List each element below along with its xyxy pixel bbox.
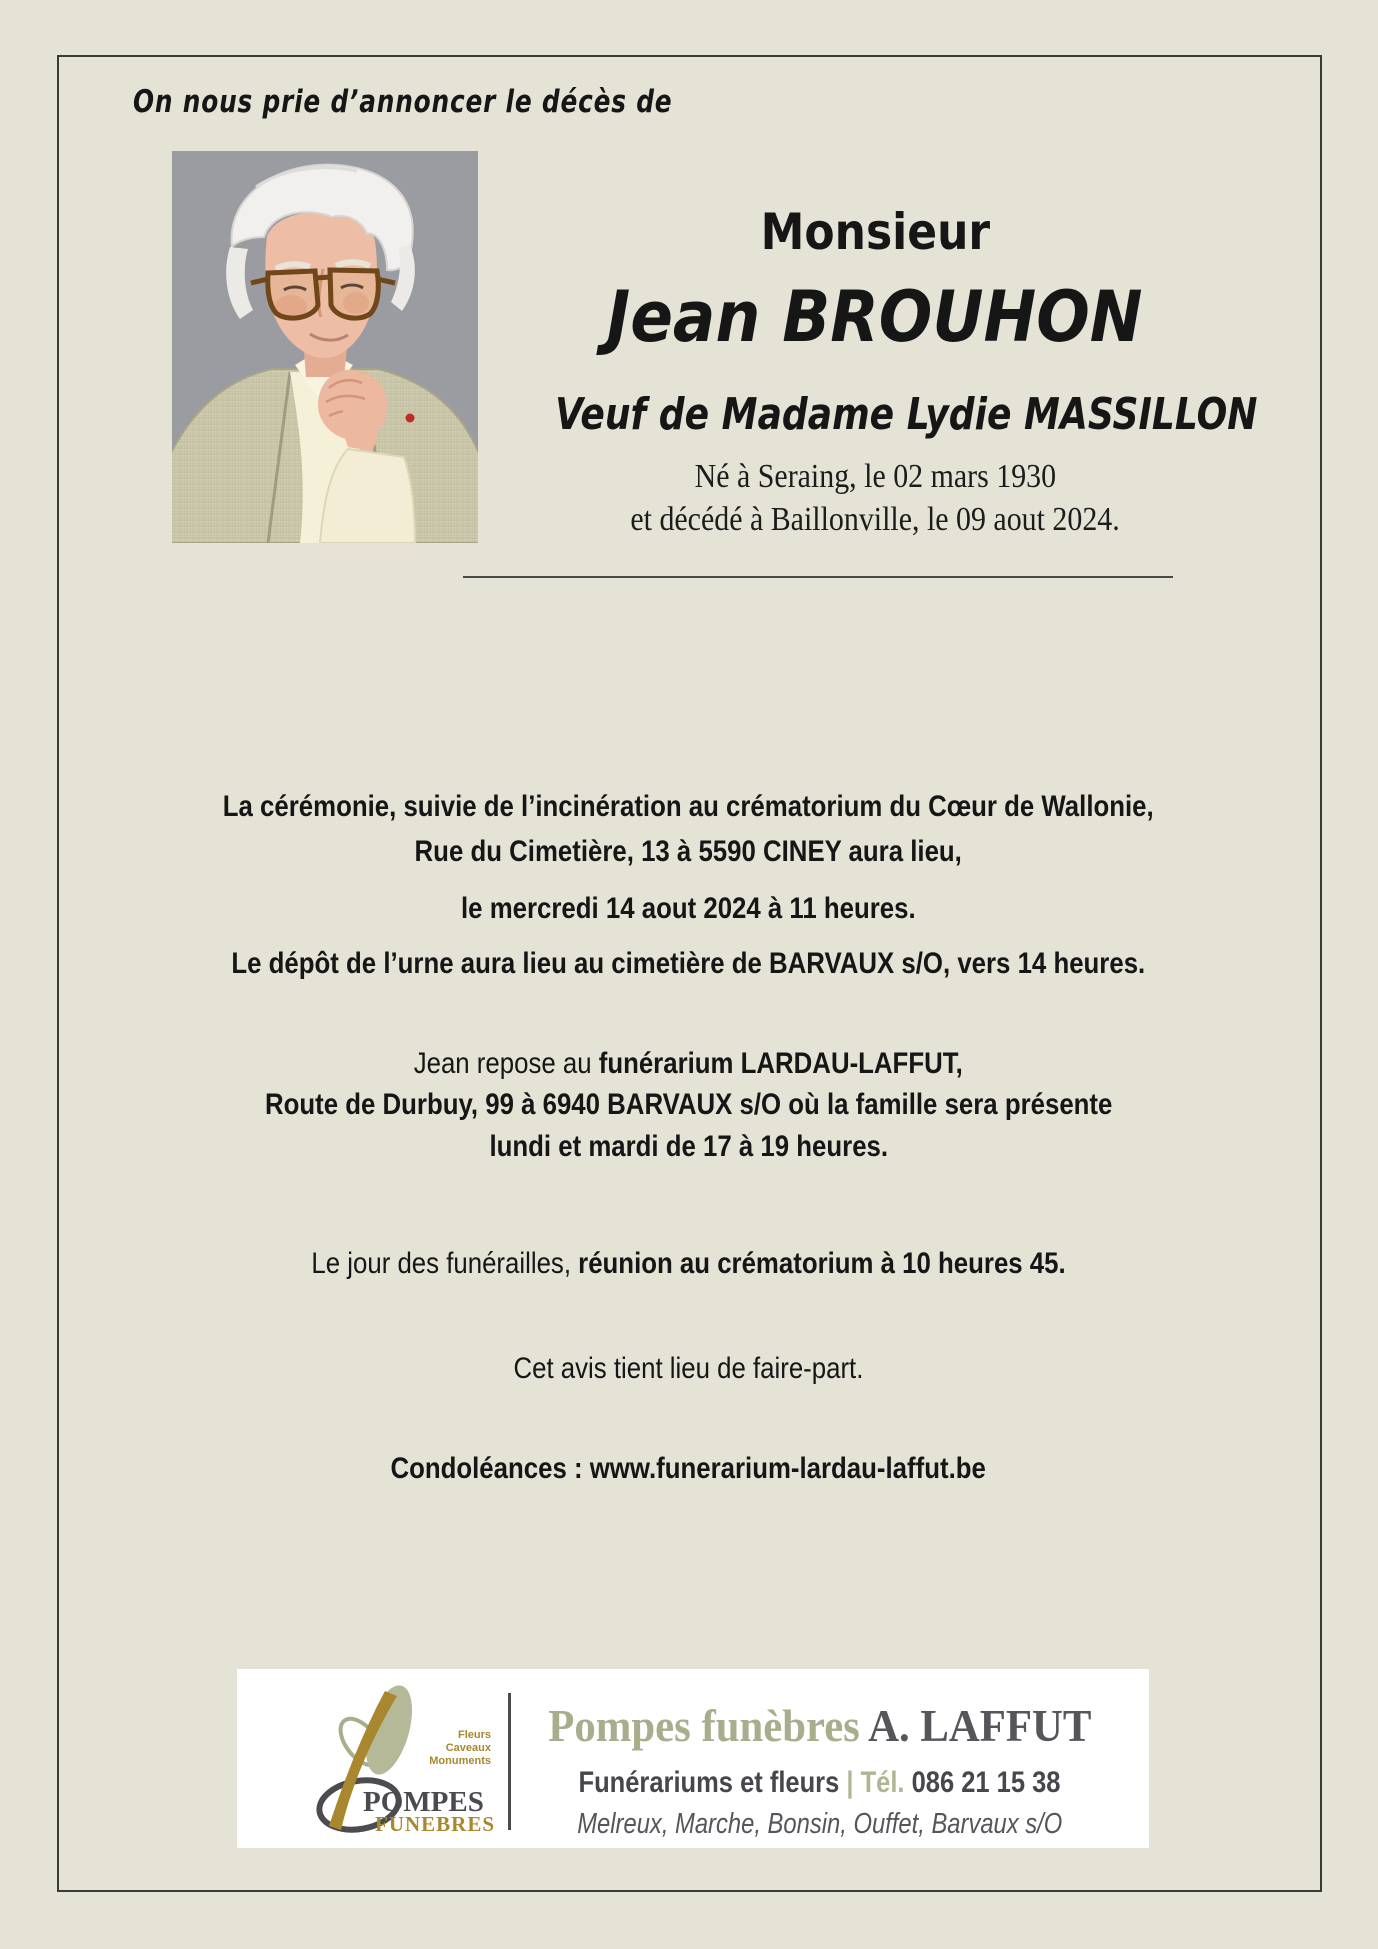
- intro-text: [133, 84, 807, 120]
- repose-line-2: Route de Durbuy, 99 à 6940 BARVAUX s/O où la famille sera présente: [264, 1088, 1113, 1121]
- pompes-funebres-logo: [245, 1678, 515, 1838]
- company-name-dark: A. LAFFUT: [868, 1701, 1092, 1751]
- birth-line: Né à Seraing, le 02 mars 1930: [694, 458, 1056, 495]
- logo-small-text-monuments: Monuments: [429, 1755, 491, 1767]
- company-name-line: [520, 1700, 1120, 1752]
- portrait-photo: [172, 151, 478, 543]
- separator-line: [463, 576, 1173, 578]
- ceremony-line-1: La cérémonie, suivie de l’incinération au crématorium du Cœur de Wallonie,: [223, 790, 1154, 823]
- services-label: Funérariums et fleurs: [579, 1766, 847, 1799]
- logo-small-text-caveaux: Caveaux: [445, 1742, 491, 1754]
- logo-pompes-text: POMPES: [363, 1786, 484, 1818]
- repose-line-3: lundi et mardi de 17 à 19 heures.: [489, 1130, 888, 1163]
- condolences-line: Condoléances : www.funerarium-lardau-laffut.be: [390, 1452, 987, 1485]
- logo-divider: [508, 1693, 511, 1830]
- tel-number: 086 21 15 38: [912, 1766, 1061, 1799]
- ceremony-line-4: Le dépôt de l’urne aura lieu au cimetière de BARVAUX s/O, vers 14 heures.: [231, 947, 1146, 980]
- relation-line: Veuf de Madame Lydie MASSILLON: [555, 389, 1258, 440]
- repose-funerarium: funérarium LARDAU-LAFFUT,: [598, 1047, 964, 1080]
- intro-text-label: On nous prie d’annoncer le décès de: [133, 84, 673, 120]
- repose-line-1: [59, 1047, 1318, 1081]
- funeral-day-prefix: Le jour des funérailles,: [311, 1247, 579, 1280]
- lapel-pin: [406, 414, 415, 423]
- logo-small-text-fleurs: Fleurs: [457, 1729, 491, 1741]
- tel-label: | Tél.: [846, 1766, 913, 1799]
- funeral-day-meeting: réunion au crématorium à 10 heures 45.: [578, 1247, 1066, 1280]
- ceremony-line-3: le mercredi 14 aout 2024 à 11 heures.: [461, 892, 916, 925]
- death-line: et décédé à Baillonville, le 09 aout 2024.: [630, 501, 1120, 538]
- ceremony-line-2: Rue du Cimetière, 13 à 5590 CINEY aura lieu,: [414, 835, 963, 868]
- title-monsieur: Monsieur: [760, 203, 990, 261]
- funeral-day-line: [59, 1247, 1318, 1281]
- repose-prefix: Jean repose au: [413, 1047, 599, 1080]
- company-name-green: Pompes funèbres: [548, 1701, 869, 1751]
- locations-line: Melreux, Marche, Bonsin, Ouffet, Barvaux s/O: [577, 1808, 1063, 1840]
- services-line: [520, 1766, 1120, 1800]
- logo-funebres-text: FUNEBRES: [375, 1812, 496, 1836]
- notice-line: Cet avis tient lieu de faire-part.: [513, 1352, 864, 1385]
- deceased-name: Jean BROUHON: [607, 276, 1143, 358]
